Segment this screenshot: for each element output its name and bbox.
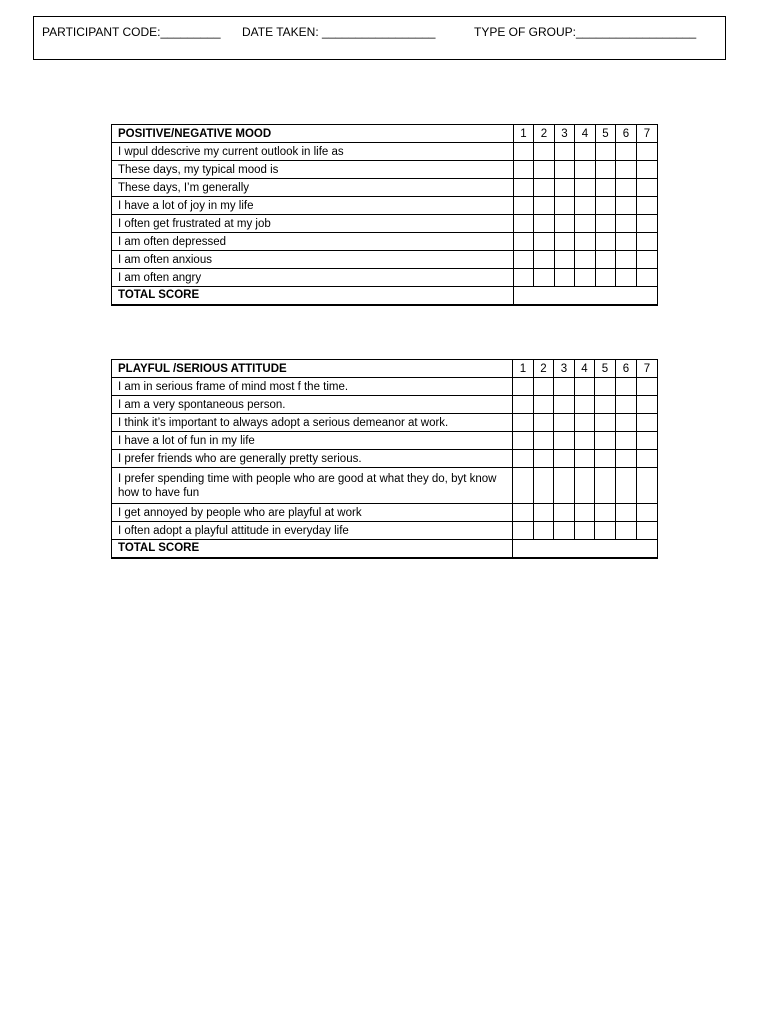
rating-cell-7[interactable] — [637, 251, 658, 269]
question-text: I am often angry — [112, 269, 514, 287]
rating-cell-3[interactable] — [554, 432, 575, 450]
rating-cell-1[interactable] — [513, 414, 534, 432]
question-text: I often get frustrated at my job — [112, 215, 514, 233]
rating-cell-4[interactable] — [575, 468, 595, 504]
rating-cell-5[interactable] — [595, 414, 616, 432]
rating-cell-2[interactable] — [534, 161, 555, 179]
rating-cell-6[interactable] — [616, 233, 637, 251]
rating-cell-6[interactable] — [616, 396, 637, 414]
question-text: I am a very spontaneous person. — [112, 396, 513, 414]
scale-header-6: 6 — [616, 360, 637, 378]
rating-cell-7[interactable] — [637, 522, 658, 540]
rating-cell-1[interactable] — [513, 450, 534, 468]
rating-cell-4[interactable] — [575, 450, 595, 468]
rating-cell-6[interactable] — [616, 161, 637, 179]
table-row — [112, 143, 658, 161]
rating-cell-7[interactable] — [637, 161, 658, 179]
scale-header-2: 2 — [534, 125, 555, 143]
total-score-cell[interactable] — [513, 540, 658, 558]
rating-cell-6[interactable] — [616, 450, 637, 468]
question-text: I think it’s important to always adopt a serious demeanor at work. — [112, 414, 513, 432]
rating-cell-1[interactable] — [513, 504, 534, 522]
rating-cell-5[interactable] — [596, 161, 616, 179]
rating-cell-3[interactable] — [555, 179, 575, 197]
rating-cell-5[interactable] — [596, 269, 616, 287]
rating-cell-1[interactable] — [514, 143, 534, 161]
rating-cell-1[interactable] — [514, 197, 534, 215]
question-text: I prefer spending time with people who are good at what they do, byt know how to have fun — [112, 468, 513, 504]
scale-header-3: 3 — [554, 360, 575, 378]
rating-cell-4[interactable] — [575, 179, 596, 197]
total-score-row — [112, 287, 658, 305]
rating-cell-2[interactable] — [534, 396, 554, 414]
rating-cell-4[interactable] — [575, 522, 595, 540]
rating-cell-6[interactable] — [616, 468, 637, 504]
scale-header-4: 4 — [575, 125, 596, 143]
question-text: I prefer friends who are generally pretty serious. — [112, 450, 513, 468]
rating-cell-2[interactable] — [534, 432, 554, 450]
question-text: I am often anxious — [112, 251, 514, 269]
rating-cell-1[interactable] — [513, 378, 534, 396]
rating-cell-2[interactable] — [534, 197, 555, 215]
rating-cell-7[interactable] — [637, 432, 658, 450]
question-text: These days, my typical mood is — [112, 161, 514, 179]
table-row — [112, 251, 658, 269]
rating-cell-7[interactable] — [637, 504, 658, 522]
rating-cell-3[interactable] — [554, 450, 575, 468]
table-row — [112, 161, 658, 179]
scale-header-3: 3 — [555, 125, 575, 143]
rating-cell-5[interactable] — [596, 215, 616, 233]
scale-header-5: 5 — [595, 360, 616, 378]
rating-cell-7[interactable] — [637, 396, 658, 414]
rating-cell-7[interactable] — [637, 197, 658, 215]
total-score-row — [112, 540, 658, 558]
table-row — [112, 233, 658, 251]
rating-cell-3[interactable] — [554, 396, 575, 414]
rating-cell-7[interactable] — [637, 233, 658, 251]
rating-cell-3[interactable] — [555, 233, 575, 251]
rating-cell-3[interactable] — [554, 522, 575, 540]
rating-cell-5[interactable] — [595, 378, 616, 396]
rating-cell-2[interactable] — [534, 269, 555, 287]
scale-header-5: 5 — [596, 125, 616, 143]
rating-cell-6[interactable] — [616, 251, 637, 269]
rating-cell-4[interactable] — [575, 251, 596, 269]
rating-cell-3[interactable] — [555, 215, 575, 233]
question-text: I get annoyed by people who are playful at work — [112, 504, 513, 522]
rating-cell-1[interactable] — [514, 269, 534, 287]
rating-cell-4[interactable] — [575, 396, 595, 414]
rating-cell-6[interactable] — [616, 504, 637, 522]
rating-cell-7[interactable] — [637, 179, 658, 197]
rating-cell-6[interactable] — [616, 432, 637, 450]
rating-cell-7[interactable] — [637, 378, 658, 396]
rating-cell-4[interactable] — [575, 161, 596, 179]
section-title: PLAYFUL /SERIOUS ATTITUDE — [112, 360, 513, 378]
table-row — [112, 432, 658, 450]
rating-cell-1[interactable] — [514, 161, 534, 179]
rating-cell-4[interactable] — [575, 215, 596, 233]
rating-cell-2[interactable] — [534, 179, 555, 197]
rating-cell-3[interactable] — [555, 161, 575, 179]
rating-cell-1[interactable] — [513, 396, 534, 414]
mood-table-body — [112, 125, 658, 305]
playful-table — [111, 359, 658, 559]
rating-cell-7[interactable] — [637, 468, 658, 504]
table-row — [112, 522, 658, 540]
rating-cell-6[interactable] — [616, 414, 637, 432]
rating-cell-4[interactable] — [575, 197, 596, 215]
scale-header-4: 4 — [575, 360, 595, 378]
rating-cell-5[interactable] — [595, 450, 616, 468]
rating-cell-1[interactable] — [513, 432, 534, 450]
rating-cell-4[interactable] — [575, 414, 595, 432]
type-of-group-field[interactable]: TYPE OF GROUP:__________________ — [474, 25, 697, 39]
table-row — [112, 504, 658, 522]
rating-cell-7[interactable] — [637, 414, 658, 432]
rating-cell-3[interactable] — [554, 468, 575, 504]
rating-cell-5[interactable] — [596, 233, 616, 251]
participant-code-field[interactable]: PARTICIPANT CODE:_________ — [42, 25, 221, 39]
rating-cell-3[interactable] — [555, 269, 575, 287]
rating-cell-1[interactable] — [513, 468, 534, 504]
rating-cell-2[interactable] — [534, 251, 555, 269]
table-header-row — [112, 125, 658, 143]
rating-cell-2[interactable] — [534, 215, 555, 233]
rating-cell-2[interactable] — [534, 522, 554, 540]
rating-cell-3[interactable] — [555, 143, 575, 161]
question-text: I wpul ddescrive my current outlook in life as — [112, 143, 514, 161]
rating-cell-2[interactable] — [534, 143, 555, 161]
rating-cell-3[interactable] — [554, 378, 575, 396]
playful-table-body — [112, 360, 658, 558]
table-row — [112, 378, 658, 396]
rating-cell-7[interactable] — [637, 215, 658, 233]
date-taken-field[interactable]: DATE TAKEN: _________________ — [242, 25, 436, 39]
scale-header-6: 6 — [616, 125, 637, 143]
total-score-cell[interactable] — [514, 287, 658, 305]
rating-cell-2[interactable] — [534, 450, 554, 468]
rating-cell-6[interactable] — [616, 197, 637, 215]
rating-cell-4[interactable] — [575, 269, 596, 287]
rating-cell-4[interactable] — [575, 233, 596, 251]
scale-header-1: 1 — [514, 125, 534, 143]
scale-header-7: 7 — [637, 360, 658, 378]
total-score-label: TOTAL SCORE — [112, 287, 514, 305]
rating-cell-5[interactable] — [595, 396, 616, 414]
rating-cell-4[interactable] — [575, 432, 595, 450]
rating-cell-7[interactable] — [637, 269, 658, 287]
table-row — [112, 179, 658, 197]
scale-header-1: 1 — [513, 360, 534, 378]
rating-cell-2[interactable] — [534, 414, 554, 432]
rating-cell-6[interactable] — [616, 215, 637, 233]
rating-cell-5[interactable] — [596, 197, 616, 215]
scale-header-7: 7 — [637, 125, 658, 143]
table-row — [112, 269, 658, 287]
question-text: These days, I’m generally — [112, 179, 514, 197]
rating-cell-5[interactable] — [596, 251, 616, 269]
table-row — [112, 215, 658, 233]
question-text: I often adopt a playful attitude in everyday life — [112, 522, 513, 540]
rating-cell-1[interactable] — [514, 179, 534, 197]
rating-cell-5[interactable] — [595, 504, 616, 522]
table-row — [112, 414, 658, 432]
table-row — [112, 468, 658, 504]
rating-cell-5[interactable] — [596, 143, 616, 161]
section-title: POSITIVE/NEGATIVE MOOD — [112, 125, 514, 143]
table-row — [112, 450, 658, 468]
participant-info-box — [33, 16, 726, 60]
rating-cell-1[interactable] — [514, 251, 534, 269]
total-score-label: TOTAL SCORE — [112, 540, 513, 558]
rating-cell-2[interactable] — [534, 378, 554, 396]
rating-cell-2[interactable] — [534, 504, 554, 522]
rating-cell-1[interactable] — [514, 233, 534, 251]
rating-cell-1[interactable] — [513, 522, 534, 540]
rating-cell-5[interactable] — [595, 522, 616, 540]
rating-cell-3[interactable] — [554, 504, 575, 522]
scale-header-2: 2 — [534, 360, 554, 378]
rating-cell-5[interactable] — [596, 179, 616, 197]
rating-cell-7[interactable] — [637, 143, 658, 161]
rating-cell-6[interactable] — [616, 522, 637, 540]
table-header-row — [112, 360, 658, 378]
rating-cell-3[interactable] — [555, 251, 575, 269]
question-text: I have a lot of joy in my life — [112, 197, 514, 215]
rating-cell-3[interactable] — [555, 197, 575, 215]
table-row — [112, 396, 658, 414]
rating-cell-6[interactable] — [616, 269, 637, 287]
rating-cell-7[interactable] — [637, 450, 658, 468]
table-row — [112, 197, 658, 215]
question-text: I have a lot of fun in my life — [112, 432, 513, 450]
rating-cell-6[interactable] — [616, 143, 637, 161]
rating-cell-4[interactable] — [575, 504, 595, 522]
rating-cell-3[interactable] — [554, 414, 575, 432]
rating-cell-5[interactable] — [595, 432, 616, 450]
rating-cell-6[interactable] — [616, 179, 637, 197]
rating-cell-4[interactable] — [575, 143, 596, 161]
rating-cell-4[interactable] — [575, 378, 595, 396]
rating-cell-2[interactable] — [534, 233, 555, 251]
rating-cell-6[interactable] — [616, 378, 637, 396]
rating-cell-5[interactable] — [595, 468, 616, 504]
rating-cell-1[interactable] — [514, 215, 534, 233]
question-text: I am in serious frame of mind most f the time. — [112, 378, 513, 396]
rating-cell-2[interactable] — [534, 468, 554, 504]
mood-table — [111, 124, 658, 306]
question-text: I am often depressed — [112, 233, 514, 251]
